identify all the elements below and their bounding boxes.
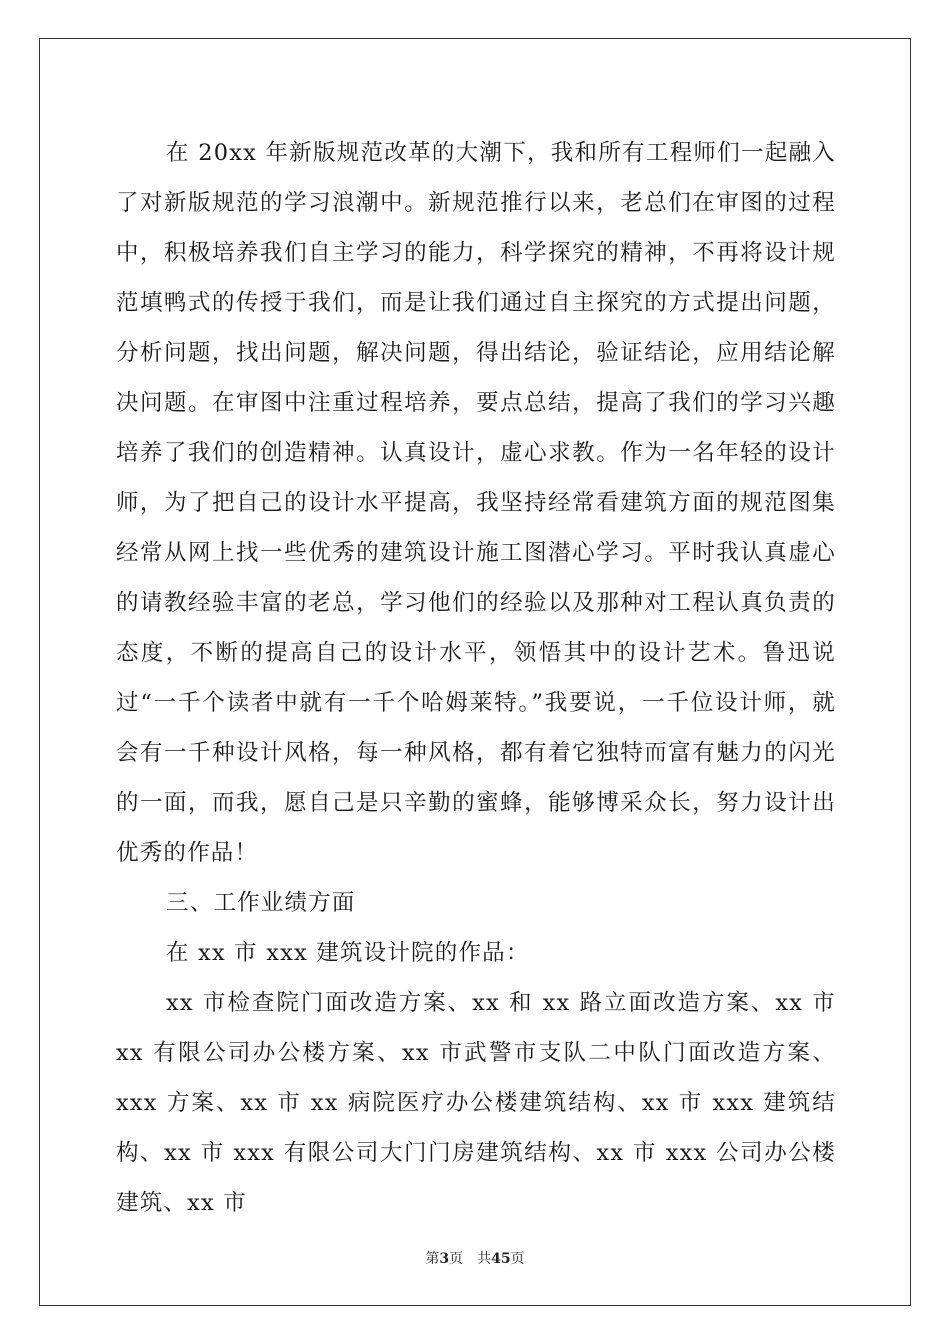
footer-total-suffix: 页 [510,1251,525,1267]
document-body [116,128,836,1228]
footer-page-number: 3 [439,1251,450,1267]
footer-total-prefix: 共 [477,1251,492,1267]
page-footer [0,1248,950,1268]
footer-page-prefix: 第 [425,1251,440,1267]
footer-page-suffix: 页 [449,1251,464,1267]
paragraph-study: 在 20xx 年新版规范改革的大潮下，我和所有工程师们一起融入了对新版规范的学习浪潮中。新规范推行以来，老总们在审图的过程中，积极培养我们自主学习的能力，科学探究的精神，不再将设计规范填鸭式的传授于我们，而是让我们通过自主探究的方式提出问题，分析问题，找出问题，解决问题，得出结论，验证结论，应用结论解决问题。在审图中注重过程培养，要点总结，提高了我们的学习兴趣培养了我们的创造精神。认真设计，虚心求教。作为一名年轻的设计师，为了把自己的设计水平提高，我坚持经常看建筑方面的规范图集经常从网上找一些优秀的建筑设计施工图潜心学习。平时我认真虚心的请教经验丰富的老总，学习他们的经验以及那种对工程认真负责的态度，不断的提高自己的设计水平，领悟其中的设计艺术。鲁迅说过“一千个读者中就有一千个哈姆莱特。”我要说，一千位设计师，就会有一千种设计风格，每一种风格，都有着它独特而富有魅力的闪光的一面，而我，愿自己是只辛勤的蜜蜂，能够博采众长，努力设计出优秀的作品！ [116,140,836,866]
footer-total-pages: 45 [491,1251,511,1267]
paragraph-works-list: xx 市检查院门面改造方案、xx 和 xx 路立面改造方案、xx 市 xx 有限公司办公楼方案、xx 市武警市支队二中队门面改造方案、xxx 方案、xx 市 xx 病院医疗办公楼建筑结构、xx 市 xxx 建筑结构、xx 市 xxx 有限公司大门门房建筑结构、xx 市 xxx 公司办公楼建筑、xx 市 [116,990,836,1216]
paragraph-works-intro: 在 xx 市 xxx 建筑设计院的作品： [166,940,530,966]
section-heading-work-achievements: 三、工作业绩方面 [166,890,356,916]
